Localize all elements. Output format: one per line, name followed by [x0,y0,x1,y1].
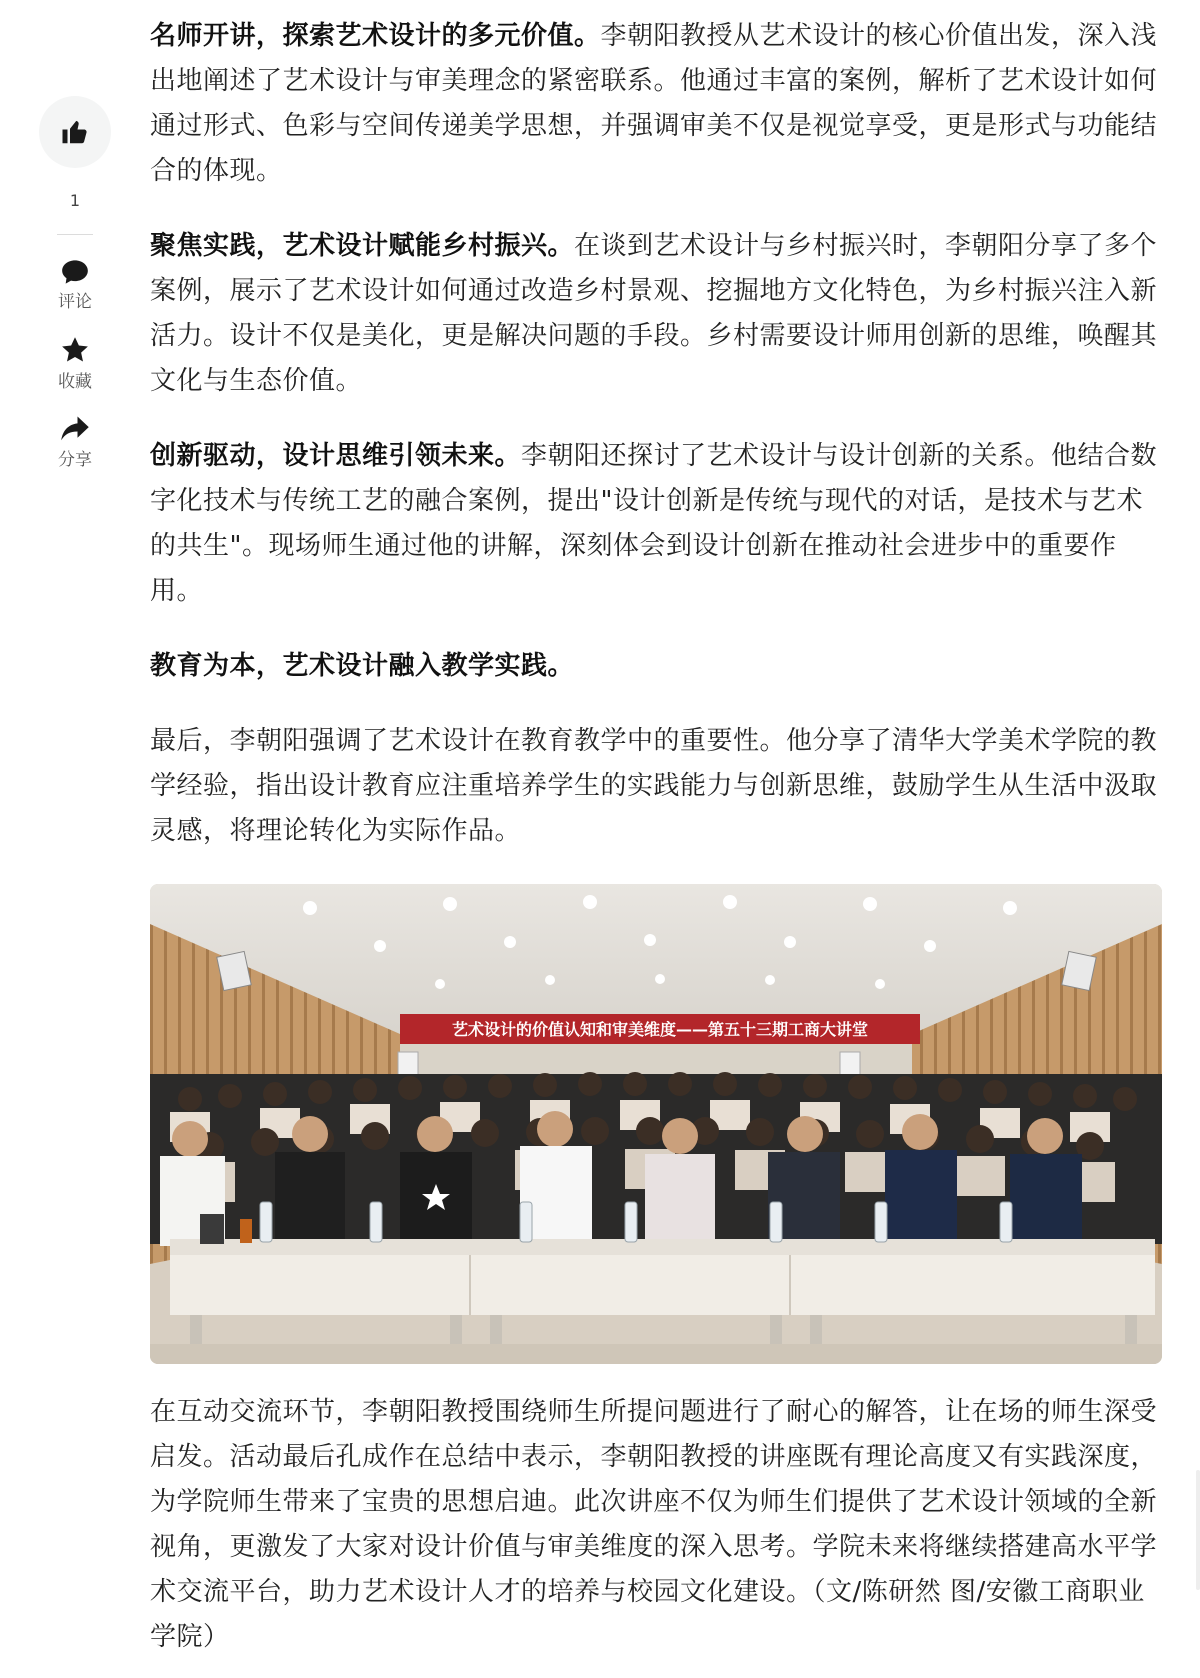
comment-icon [61,259,89,285]
share-arrow-icon [60,415,90,443]
thumbs-up-icon [60,117,90,147]
like-button[interactable] [39,96,111,168]
like-count: 1 [69,191,81,210]
favorite-button[interactable] [58,335,92,393]
paragraph-4 [150,644,1162,689]
comment-button[interactable] [58,259,92,313]
scrollbar[interactable] [1196,1470,1200,1590]
paragraph-5: 最后，李朝阳强调了艺术设计在教育教学中的重要性。他分享了清华大学美术学院的教学经验，指出设计教育应注重培养学生的实践能力与创新思维，鼓励学生从生活中汲取灵感，将理论转化为实际作品。 [150,726,1158,846]
action-rail [38,96,112,493]
comment-label: 评论 [58,292,92,312]
paragraph-4-lead: 教育为本，艺术设计融入教学实践。 [150,651,575,681]
share-label: 分享 [58,450,92,470]
star-icon [60,335,90,365]
paragraph-3-lead: 创新驱动，设计思维引领未来。 [150,441,522,471]
paragraph-3-body: 李朝阳还探讨了艺术设计与设计创新的关系。他结合数字化技术与传统工艺的融合案例，提出"设计创新是传统与现代的对话，是技术与艺术的共生"。现场师生通过他的讲解，深刻体会到设计创新在推动社会进步中的重要作用。 [150,441,1158,606]
paragraph-6: 在互动交流环节，李朝阳教授围绕师生所提问题进行了耐心的解答，让在场的师生深受启发。活动最后孔成作在总结中表示，李朝阳教授的讲座既有理论高度又有实践深度，为学院师生带来了宝贵的思想启迪。此次讲座不仅为师生们提供了艺术设计领域的全新视角，更激发了大家对设计价值与审美维度的深入思考。学院未来将继续搭建高水平学术交流平台，助力艺术设计人才的培养与校园文化建设。（文/陈研然 图/安徽工商职业学院） [150,1397,1158,1652]
paragraph-2-body: 在谈到艺术设计与乡村振兴时，李朝阳分享了多个案例，展示了艺术设计如何通过改造乡村景观、挖掘地方文化特色，为乡村振兴注入新活力。设计不仅是美化，更是解决问题的手段。乡村需要设计师用创新的思维，唤醒其文化与生态价值。 [150,231,1158,396]
paragraph-1 [150,14,1162,194]
paragraph-1-body: 李朝阳教授从艺术设计的核心价值出发，深入浅出地阐述了艺术设计与审美理念的紧密联系。他通过丰富的案例，解析了艺术设计如何通过形式、色彩与空间传递美学思想，并强调审美不仅是视觉享受，更是形式与功能结合的体现。 [150,21,1158,186]
banner-text: 艺术设计的价值认知和审美维度——第五十三期工商大讲堂 [451,1020,869,1039]
paragraph-3 [150,434,1162,614]
paragraph-1-lead: 名师开讲，探索艺术设计的多元价值。 [150,21,601,51]
share-button[interactable] [58,415,92,471]
article-body [150,14,1162,1678]
lecture-hall-illustration [150,884,1162,1364]
rail-divider [57,234,93,235]
favorite-label: 收藏 [58,372,92,392]
paragraph-2-lead: 聚焦实践，艺术设计赋能乡村振兴。 [150,231,575,261]
lecture-photo [150,884,1162,1364]
paragraph-2 [150,224,1162,404]
